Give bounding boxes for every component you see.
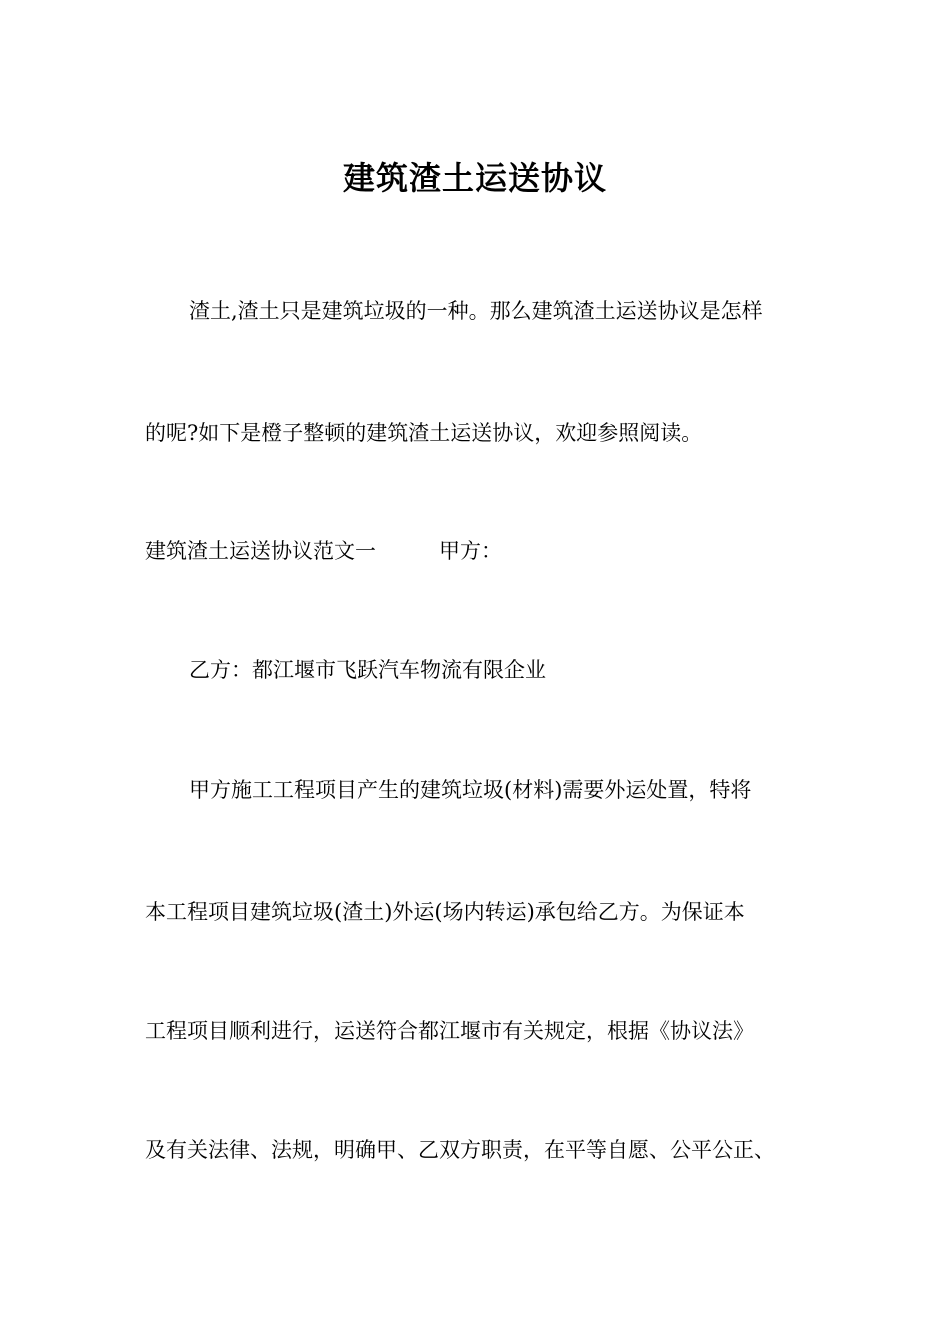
paragraph-line: 建筑渣土运送协议范文一 甲方：: [145, 539, 502, 563]
paragraph-line: 甲方施工工程项目产生的建筑垃圾(材料)需要外运处置，特将: [189, 778, 752, 802]
document-title: 建筑渣土运送协议: [342, 159, 607, 197]
paragraph-line: 渣土,渣土只是建筑垃圾的一种。那么建筑渣土运送协议是怎样: [189, 299, 763, 323]
paragraph-line: 工程项目顺利进行，运送符合都江堰市有关规定，根据《协议法》: [145, 1019, 754, 1043]
paragraph-line: 本工程项目建筑垃圾(渣土)外运(场内转运)承包给乙方。为保证本: [145, 900, 745, 924]
paragraph-line: 的呢?如下是橙子整顿的建筑渣土运送协议，欢迎参照阅读。: [145, 421, 703, 445]
paragraph-line: 乙方：都江堰市飞跃汽车物流有限企业: [189, 658, 546, 682]
paragraph-line: 及有关法律、法规，明确甲、乙双方职责，在平等自愿、公平公正、: [145, 1138, 775, 1162]
